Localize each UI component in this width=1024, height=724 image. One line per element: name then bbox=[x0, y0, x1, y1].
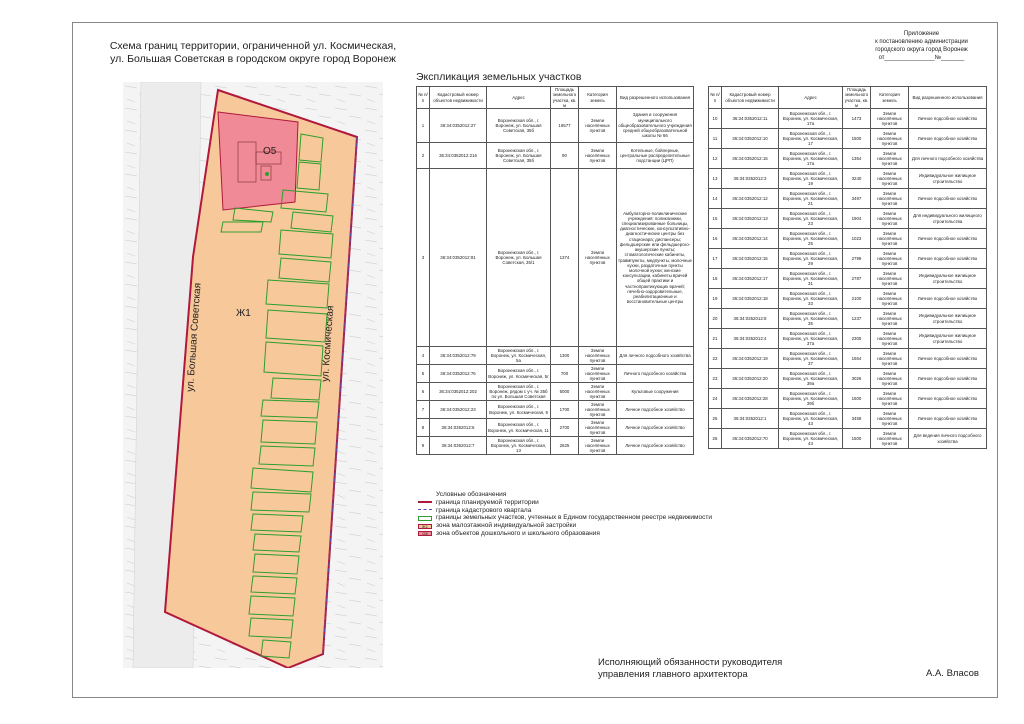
cell-use: Для ведения личного подсобного хозяйства bbox=[909, 429, 987, 449]
cell-cad: 36:34:0352012:1 bbox=[722, 409, 779, 429]
cell-cad: 36:34:0352012:12 bbox=[722, 189, 779, 209]
cell-area: 2787 bbox=[843, 269, 871, 289]
cell-area: 16577 bbox=[551, 109, 579, 143]
legend-item bbox=[418, 507, 712, 515]
zone-label-residential: Ж1 bbox=[236, 308, 251, 319]
header-cat: Категория земель bbox=[579, 87, 617, 109]
cell-n: 17 bbox=[709, 249, 722, 269]
cell-use: Индивидуальное жилищное строительство bbox=[909, 169, 987, 189]
header-use: Вид разрешенного использования bbox=[617, 87, 694, 109]
cell-area: 2100 bbox=[843, 289, 871, 309]
cell-cad: 36:34:0352012:16 bbox=[722, 249, 779, 269]
cell-n: 2 bbox=[417, 143, 430, 169]
cell-cat: Земли населённых пунктов bbox=[871, 149, 909, 169]
zone-label-school: О5 bbox=[263, 146, 277, 157]
table-row bbox=[417, 437, 694, 455]
cell-addr: Воронежская обл., г. Воронеж, ул. Космическая, 5а bbox=[487, 347, 551, 365]
cell-use: Для личного подсобного хозяйства bbox=[617, 347, 694, 365]
cell-cat: Земли населённых пунктов bbox=[871, 309, 909, 329]
cell-addr: Воронежская обл., г. Воронеж, ул. Космическая, 39а bbox=[779, 369, 843, 389]
legend-label: граница кадастрового квартала bbox=[436, 506, 532, 514]
cell-n: 1 bbox=[417, 109, 430, 143]
table-row bbox=[709, 329, 987, 349]
cell-area: 2799 bbox=[843, 249, 871, 269]
signatory-role-line-2: управления главного архитектора bbox=[598, 669, 748, 680]
cell-use: Личное подсобное хозяйство bbox=[909, 369, 987, 389]
legend-item bbox=[418, 530, 712, 538]
appendix-line-4: от_______________№_______ bbox=[878, 55, 965, 61]
cell-area: 1664 bbox=[843, 349, 871, 369]
cell-addr: Воронежская обл., г. Воронеж, ул. Космическая, 5г bbox=[487, 365, 551, 383]
explication-table-left bbox=[416, 86, 694, 455]
cell-use: Индивидуальное жилищное строительство bbox=[909, 329, 987, 349]
cell-use: Личное подсобное хозяйство bbox=[909, 289, 987, 309]
table-row bbox=[417, 169, 694, 347]
header-n: № п/п bbox=[417, 87, 430, 109]
cell-n: 16 bbox=[709, 229, 722, 249]
table-header bbox=[417, 87, 694, 109]
cell-area: 1600 bbox=[843, 389, 871, 409]
cell-cad: 36:34:0352012:70 bbox=[722, 429, 779, 449]
cell-cat: Земли населённых пунктов bbox=[871, 249, 909, 269]
table-row bbox=[709, 289, 987, 309]
cell-cat: Земли населённых пунктов bbox=[579, 437, 617, 455]
cell-addr: Воронежская обл., г. Воронеж, ул. Космическая, 33 bbox=[779, 289, 843, 309]
cell-area: 1374 bbox=[551, 169, 579, 347]
cell-addr: Воронежская обл., г. Воронеж, ул. Большая Советская, 35б bbox=[487, 109, 551, 143]
cell-addr: Воронежская обл., г. Воронеж, ул. Большая Советская, 35/1 bbox=[487, 169, 551, 347]
table-row bbox=[417, 419, 694, 437]
cell-cat: Земли населённых пунктов bbox=[871, 289, 909, 309]
cell-cat: Земли населённых пунктов bbox=[871, 189, 909, 209]
table-row bbox=[709, 149, 987, 169]
cell-cad: 36:34:0352012:76 bbox=[430, 365, 487, 383]
cell-n: 25 bbox=[709, 409, 722, 429]
cell-n: 7 bbox=[417, 401, 430, 419]
school-zone-area bbox=[218, 112, 298, 210]
cell-area: 1904 bbox=[843, 209, 871, 229]
cell-cat: Земли населённых пунктов bbox=[579, 143, 617, 169]
cell-use: Личное подсобное хозяйство bbox=[909, 229, 987, 249]
cell-n: 6 bbox=[417, 383, 430, 401]
cell-n: 19 bbox=[709, 289, 722, 309]
signatory-role bbox=[598, 657, 782, 681]
cell-cad: 36:34:0352012:17 bbox=[722, 269, 779, 289]
cell-cad: 36:34:0352012:28 bbox=[722, 389, 779, 409]
header-cad: Кадастровый номер объектов недвижимости bbox=[430, 87, 487, 109]
cell-area: 2700 bbox=[551, 419, 579, 437]
cell-addr: Воронежская обл., г. Воронеж, ул. Большая Советская, 35б bbox=[487, 143, 551, 169]
street-label-left: ул. Большая Советская bbox=[185, 282, 204, 393]
signatory-role-line-1: Исполняющий обязанности руководителя bbox=[598, 657, 783, 668]
cell-addr: Воронежская обл., г. Воронеж, ул. Космическая, 35 bbox=[779, 309, 843, 329]
table-row bbox=[709, 129, 987, 149]
legend-swatch-school: О5 bbox=[418, 531, 432, 536]
cell-cad: 36:34:0352012:216 bbox=[430, 143, 487, 169]
cell-cad: 36:34:0352012:4 bbox=[722, 329, 779, 349]
cell-cat: Земли населённых пунктов bbox=[579, 347, 617, 365]
cell-cad: 36:34:0352012:14 bbox=[722, 229, 779, 249]
cell-addr: Воронежская обл., г. Воронеж, ул. Космическая, 9 bbox=[487, 401, 551, 419]
cell-use: Личное подсобное хозяйство bbox=[909, 349, 987, 369]
cell-area: 1354 bbox=[843, 149, 871, 169]
cell-use: Личного подсобного хозяйства bbox=[617, 365, 694, 383]
cell-cat: Земли населённых пунктов bbox=[579, 419, 617, 437]
legend-swatch-parcels bbox=[418, 516, 432, 521]
cell-use: Личное подсобное хозяйство bbox=[909, 109, 987, 129]
cell-use: Личное подсобное хозяйство bbox=[617, 419, 694, 437]
cell-area: 3026 bbox=[843, 369, 871, 389]
cell-use: Личное подсобное хозяйство bbox=[909, 129, 987, 149]
legend-swatch-residential: Ж1 bbox=[418, 524, 432, 529]
cell-addr: Воронежская обл., г. Воронеж, ул. Космическая, 25 bbox=[779, 229, 843, 249]
cell-cat: Земли населённых пунктов bbox=[871, 389, 909, 409]
cell-use: Здания и сооружения муниципального общеобразовательного учреждения средней общеобразовательной школы № 66 bbox=[617, 109, 694, 143]
cell-area: 3458 bbox=[843, 409, 871, 429]
legend bbox=[418, 491, 712, 538]
table-row bbox=[709, 169, 987, 189]
title-line-1: Схема границ территории, ограниченной ул. Космическая, bbox=[109, 40, 397, 52]
table-row bbox=[709, 349, 987, 369]
table-row bbox=[709, 429, 987, 449]
cell-area: 1500 bbox=[843, 429, 871, 449]
cell-cat: Земли населённых пунктов bbox=[871, 229, 909, 249]
table-row bbox=[709, 309, 987, 329]
cell-addr: Воронежская обл., г. Воронеж, ул. Космическая, 21 bbox=[779, 189, 843, 209]
cell-cat: Земли населённых пунктов bbox=[871, 329, 909, 349]
cell-addr: Воронежская обл., г. Воронеж, ул. Космическая, 29 bbox=[779, 249, 843, 269]
legend-title: Условные обозначения bbox=[436, 491, 507, 498]
cell-area: 1700 bbox=[551, 401, 579, 419]
cell-cad: 36:34:0352012:15 bbox=[722, 149, 779, 169]
cell-cat: Земли населённых пунктов bbox=[579, 383, 617, 401]
table-row bbox=[417, 109, 694, 143]
cell-cad: 36:34:0352012:20 bbox=[722, 369, 779, 389]
cell-cad: 36:34:0352012:202 bbox=[430, 383, 487, 401]
cell-area: 2305 bbox=[843, 329, 871, 349]
cell-area: 3240 bbox=[843, 169, 871, 189]
cell-use: Индивидуальное жилищное строительство bbox=[909, 309, 987, 329]
cell-area: 1023 bbox=[843, 229, 871, 249]
table-row bbox=[709, 189, 987, 209]
cell-addr: Воронежская обл., г. Воронеж, ул. Космическая, 43 bbox=[779, 409, 843, 429]
cell-addr: Воронежская обл., г. Воронеж, ул. Космическая, 37а bbox=[779, 329, 843, 349]
table-row bbox=[417, 383, 694, 401]
cell-n: 15 bbox=[709, 209, 722, 229]
cell-addr: Воронежская обл., г. Воронеж, ул. Космическая, 19 bbox=[779, 169, 843, 189]
header-addr: Адрес bbox=[487, 87, 551, 109]
cell-use: Личное подсобное хозяйство bbox=[617, 401, 694, 419]
cell-area: 3497 bbox=[843, 189, 871, 209]
table-row bbox=[709, 389, 987, 409]
cell-cad: 36:34:0352012:23 bbox=[430, 401, 487, 419]
cell-cad: 36:34:0352012:8 bbox=[722, 309, 779, 329]
table-row bbox=[417, 401, 694, 419]
cell-n: 18 bbox=[709, 269, 722, 289]
cell-use: Личное подсобное хозяйство bbox=[909, 249, 987, 269]
cell-n: 22 bbox=[709, 349, 722, 369]
cell-n: 11 bbox=[709, 129, 722, 149]
legend-label: границы земельных участков, учтенных в Едином государственном реестре недвижимости bbox=[436, 514, 712, 522]
cell-n: 13 bbox=[709, 169, 722, 189]
legend-label: зона объектов дошкольного и школьного образования bbox=[436, 529, 600, 537]
cell-cad: 36:34:0352012:7 bbox=[430, 437, 487, 455]
cell-use: Культовые сооружения bbox=[617, 383, 694, 401]
cell-cat: Земли населённых пунктов bbox=[871, 169, 909, 189]
signatory-name: А.А. Власов bbox=[926, 668, 979, 679]
header-addr: Адрес bbox=[779, 87, 843, 109]
explication-table-right bbox=[708, 86, 987, 449]
header-cat: Категория земель bbox=[871, 87, 909, 109]
cell-area: 2625 bbox=[551, 437, 579, 455]
cell-use: Личное подсобное хозяйство bbox=[909, 409, 987, 429]
cell-cat: Земли населённых пунктов bbox=[871, 409, 909, 429]
cell-addr: Воронежская обл., г. Воронеж, ул. Космическая, 17 bbox=[779, 129, 843, 149]
cell-area: 1300 bbox=[551, 347, 579, 365]
cell-use: Личное подсобное хозяйство bbox=[909, 189, 987, 209]
header-area: Площадь земельного участка, кв. м bbox=[843, 87, 871, 109]
cell-cad: 36:34:0352012:6 bbox=[430, 419, 487, 437]
cell-cat: Земли населённых пунктов bbox=[871, 209, 909, 229]
legend-swatch-boundary bbox=[418, 501, 432, 506]
cell-addr: Воронежская обл., г. Воронеж, рядом с уч. № 35б по ул. Большая Советская bbox=[487, 383, 551, 401]
cell-cad: 36:34:0352012:91 bbox=[430, 169, 487, 347]
cell-cad: 36:34:0352012:13 bbox=[722, 209, 779, 229]
table-row bbox=[709, 109, 987, 129]
cell-use: Для индивидуального жилищного строительства bbox=[909, 209, 987, 229]
cell-cat: Земли населённых пунктов bbox=[871, 349, 909, 369]
cell-cad: 36:34:0352012:3 bbox=[722, 169, 779, 189]
cell-n: 14 bbox=[709, 189, 722, 209]
header-use: Вид разрешенного использования bbox=[909, 87, 987, 109]
cell-cat: Земли населённых пунктов bbox=[579, 365, 617, 383]
cell-n: 4 bbox=[417, 347, 430, 365]
legend-item bbox=[418, 499, 712, 507]
cell-cad: 36:34:0352012:10 bbox=[722, 129, 779, 149]
cell-cad: 36:34:0352012:18 bbox=[722, 289, 779, 309]
cell-n: 12 bbox=[709, 149, 722, 169]
cell-addr: Воронежская обл., г. Воронеж, ул. Космическая, 17а bbox=[779, 149, 843, 169]
cell-n: 9 bbox=[417, 437, 430, 455]
cell-area: 90 bbox=[551, 143, 579, 169]
cell-addr: Воронежская обл., г. Воронеж, ул. Космическая, 17а bbox=[779, 109, 843, 129]
cell-n: 10 bbox=[709, 109, 722, 129]
cell-area: 700 bbox=[551, 365, 579, 383]
cell-use: Личное подсобное хозяйство bbox=[617, 437, 694, 455]
table-row bbox=[417, 143, 694, 169]
cell-n: 21 bbox=[709, 329, 722, 349]
cell-cat: Земли населённых пунктов bbox=[579, 109, 617, 143]
table-row bbox=[417, 365, 694, 383]
territory-map bbox=[123, 82, 383, 668]
table-row bbox=[709, 249, 987, 269]
cell-n: 24 bbox=[709, 389, 722, 409]
cell-cad: 36:34:0352012:79 bbox=[430, 347, 487, 365]
cell-addr: Воронежская обл., г. Воронеж, ул. Космическая, 11 bbox=[487, 419, 551, 437]
cell-area: 5000 bbox=[551, 383, 579, 401]
cell-n: 8 bbox=[417, 419, 430, 437]
cell-addr: Воронежская обл., г. Воронеж, ул. Космическая, 43 bbox=[779, 429, 843, 449]
table-header bbox=[709, 87, 987, 109]
table-row bbox=[709, 369, 987, 389]
cell-cad: 36:34:0352012:11 bbox=[722, 109, 779, 129]
cell-addr: Воронежская обл., г. Воронеж, ул. Космическая, 13 bbox=[487, 437, 551, 455]
cell-cat: Земли населённых пунктов bbox=[871, 109, 909, 129]
cell-area: 1500 bbox=[843, 129, 871, 149]
cell-cad: 36:34:0352012:19 bbox=[722, 349, 779, 369]
title-line-2: ул. Большая Советская в городском округе город Воронеж bbox=[110, 53, 396, 65]
table-row bbox=[709, 409, 987, 429]
cell-cat: Земли населённых пунктов bbox=[579, 401, 617, 419]
header-cad: Кадастровый номер объектов недвижимости bbox=[722, 87, 779, 109]
legend-label: зона малоэтажной индивидуальной застройки bbox=[436, 522, 577, 530]
appendix-line-2: к постановлению администрации bbox=[875, 39, 968, 45]
cell-use: Амбулаторно-поликлинические учреждения: поликлиники, специализированные больницы, диагностические, консультативно-диагностические центры без стационара; диспансеры; фельдшерские или фельдшерско-акушерские пункты; стоматологические кабинеты, травмпункты, медпункты, молочные кухни, раздаточные пункты молочной кухни; женские консультации, кабинеты врачей общей практики и частнопрактикующих врачей; лечебно-оздоровительные, реабилитационные и восстановительные центры bbox=[617, 169, 694, 347]
map-title bbox=[108, 40, 398, 66]
appendix-line-3: городского округа город Воронеж bbox=[875, 47, 968, 53]
cell-addr: Воронежская обл., г. Воронеж, ул. Космическая, 31 bbox=[779, 269, 843, 289]
table-row bbox=[417, 347, 694, 365]
street-label-right: ул. Космическая bbox=[320, 305, 337, 383]
cell-cat: Земли населённых пунктов bbox=[871, 429, 909, 449]
appendix-note bbox=[854, 30, 989, 62]
table-row bbox=[709, 229, 987, 249]
cell-use: Котельные, бойлерные, центральные распределительные подстанции (ЦРП) bbox=[617, 143, 694, 169]
header-n: № п/п bbox=[709, 87, 722, 109]
legend-item bbox=[418, 522, 712, 530]
table-row bbox=[709, 269, 987, 289]
cell-cat: Земли населённых пунктов bbox=[871, 129, 909, 149]
table-row bbox=[709, 209, 987, 229]
cell-use: Для личного подсобного хозяйства bbox=[909, 149, 987, 169]
cell-use: Индивидуальное жилищное строительство bbox=[909, 269, 987, 289]
legend-swatch-quarter bbox=[418, 509, 432, 514]
cell-addr: Воронежская обл., г. Воронеж, ул. Космическая, 23 bbox=[779, 209, 843, 229]
cell-addr: Воронежская обл., г. Воронеж, ул. Космическая, 39б bbox=[779, 389, 843, 409]
cell-cat: Земли населённых пунктов bbox=[579, 169, 617, 347]
cell-area: 1237 bbox=[843, 309, 871, 329]
cell-n: 23 bbox=[709, 369, 722, 389]
cell-cat: Земли населённых пунктов bbox=[871, 269, 909, 289]
legend-label: граница планируемой территории bbox=[436, 498, 539, 506]
cell-n: 26 bbox=[709, 429, 722, 449]
cell-n: 3 bbox=[417, 169, 430, 347]
cell-addr: Воронежская обл., г. Воронеж, ул. Космическая, 37 bbox=[779, 349, 843, 369]
cell-area: 1473 bbox=[843, 109, 871, 129]
explication-title: Экспликация земельных участков bbox=[416, 71, 582, 83]
cell-cad: 36:34:0352012:27 bbox=[430, 109, 487, 143]
cell-n: 5 bbox=[417, 365, 430, 383]
cell-cat: Земли населённых пунктов bbox=[871, 369, 909, 389]
cell-use: Личное подсобное хозяйство bbox=[909, 389, 987, 409]
header-area: Площадь земельного участка, кв. м bbox=[551, 87, 579, 109]
appendix-line-1: Приложение bbox=[903, 31, 940, 37]
cell-n: 20 bbox=[709, 309, 722, 329]
